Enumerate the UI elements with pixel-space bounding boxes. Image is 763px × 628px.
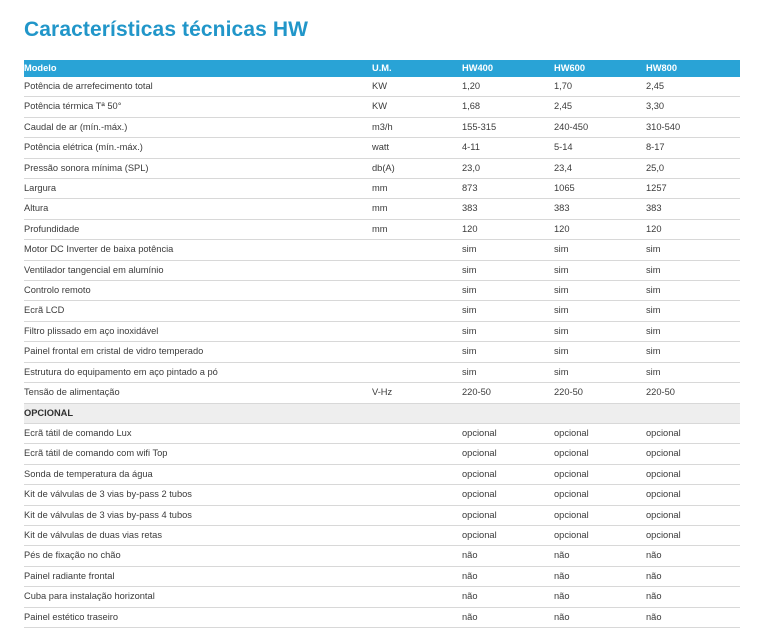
page-title-text: Características técnicas (24, 18, 267, 41)
cell-unit (372, 240, 462, 260)
cell-hw800: não (646, 566, 740, 586)
cell-hw600: opcional (554, 485, 646, 505)
cell-unit (372, 281, 462, 301)
cell-hw600: opcional (554, 464, 646, 484)
cell-hw800: opcional (646, 464, 740, 484)
cell-hw600: sim (554, 281, 646, 301)
cell-label: Sonda de temperatura da água (24, 464, 372, 484)
table-row (24, 219, 740, 239)
cell-hw800: opcional (646, 423, 740, 443)
cell-unit (372, 301, 462, 321)
cell-label: Controlo remoto (24, 281, 372, 301)
table-row (24, 77, 740, 97)
cell-hw400: sim (462, 301, 554, 321)
table-row (24, 138, 740, 158)
cell-hw800: 220-50 (646, 383, 740, 403)
cell-hw400: opcional (462, 505, 554, 525)
cell-hw800: 3,30 (646, 97, 740, 117)
table-row (24, 240, 740, 260)
cell-hw800: sim (646, 342, 740, 362)
cell-hw400: não (462, 546, 554, 566)
cell-hw400: 1,20 (462, 77, 554, 97)
cell-hw400: 220-50 (462, 383, 554, 403)
cell-hw400: opcional (462, 525, 554, 545)
cell-label: Potência elétrica (mín.-máx.) (24, 138, 372, 158)
cell-hw800: 25,0 (646, 158, 740, 178)
cell-hw600: 120 (554, 219, 646, 239)
cell-label: Ecrã tátil de comando Lux (24, 423, 372, 443)
cell-hw800: 2,45 (646, 77, 740, 97)
table-row (24, 281, 740, 301)
cell-unit (372, 566, 462, 586)
cell-hw600: 220-50 (554, 383, 646, 403)
table-row (24, 587, 740, 607)
page-title (24, 18, 308, 42)
cell-label: Painel estético traseiro (24, 607, 372, 627)
cell-hw600: 23,4 (554, 158, 646, 178)
table-row (24, 546, 740, 566)
cell-label: Ecrã tátil de comando com wifi Top (24, 444, 372, 464)
cell-unit: V-Hz (372, 383, 462, 403)
cell-hw800: opcional (646, 485, 740, 505)
column-header-model: Modelo (24, 60, 372, 77)
cell-hw400: sim (462, 240, 554, 260)
cell-unit (372, 505, 462, 525)
cell-hw600: opcional (554, 423, 646, 443)
cell-hw600: 5-14 (554, 138, 646, 158)
table-row (24, 301, 740, 321)
cell-unit (372, 260, 462, 280)
cell-hw800: sim (646, 362, 740, 382)
cell-hw600: 383 (554, 199, 646, 219)
cell-hw400: 873 (462, 179, 554, 199)
cell-label: Kit de válvulas de 3 vias by-pass 4 tubos (24, 505, 372, 525)
cell-hw800: sim (646, 260, 740, 280)
table-body (24, 77, 740, 627)
table-row (24, 321, 740, 341)
cell-hw600: 240-450 (554, 117, 646, 137)
cell-hw600: opcional (554, 444, 646, 464)
cell-label: Pés de fixação no chão (24, 546, 372, 566)
table-section-label: OPCIONAL (24, 403, 740, 423)
cell-label: Pressão sonora mínima (SPL) (24, 158, 372, 178)
cell-hw400: opcional (462, 464, 554, 484)
cell-label: Potência térmica Tª 50° (24, 97, 372, 117)
cell-unit (372, 485, 462, 505)
table-row (24, 342, 740, 362)
cell-label: Ventilador tangencial em alumínio (24, 260, 372, 280)
table-row (24, 179, 740, 199)
column-header-hw400: HW400 (462, 60, 554, 77)
cell-hw800: sim (646, 321, 740, 341)
cell-hw800: sim (646, 281, 740, 301)
table-row (24, 199, 740, 219)
cell-unit: KW (372, 77, 462, 97)
cell-hw400: não (462, 607, 554, 627)
table-row (24, 362, 740, 382)
cell-hw400: sim (462, 342, 554, 362)
cell-hw800: opcional (646, 525, 740, 545)
column-header-hw600: HW600 (554, 60, 646, 77)
left-margin-rule (0, 0, 6, 605)
cell-unit (372, 444, 462, 464)
cell-hw600: 2,45 (554, 97, 646, 117)
cell-hw600: sim (554, 301, 646, 321)
cell-hw600: sim (554, 342, 646, 362)
cell-unit (372, 587, 462, 607)
table-section-row (24, 403, 740, 423)
cell-unit: mm (372, 179, 462, 199)
cell-hw800: 383 (646, 199, 740, 219)
cell-unit: watt (372, 138, 462, 158)
cell-unit: m3/h (372, 117, 462, 137)
cell-label: Ecrã LCD (24, 301, 372, 321)
cell-hw400: sim (462, 260, 554, 280)
cell-hw800: não (646, 607, 740, 627)
cell-unit: db(A) (372, 158, 462, 178)
cell-hw400: 155-315 (462, 117, 554, 137)
cell-hw800: opcional (646, 444, 740, 464)
cell-hw600: sim (554, 260, 646, 280)
cell-label: Caudal de ar (mín.-máx.) (24, 117, 372, 137)
cell-hw600: não (554, 607, 646, 627)
table-row (24, 423, 740, 443)
cell-hw800: 120 (646, 219, 740, 239)
cell-unit: mm (372, 199, 462, 219)
cell-hw800: 1257 (646, 179, 740, 199)
cell-label: Tensão de alimentação (24, 383, 372, 403)
cell-hw400: 383 (462, 199, 554, 219)
cell-label: Motor DC Inverter de baixa potência (24, 240, 372, 260)
cell-hw400: 4-11 (462, 138, 554, 158)
cell-unit (372, 342, 462, 362)
cell-unit (372, 607, 462, 627)
cell-label: Cuba para instalação horizontal (24, 587, 372, 607)
cell-hw600: não (554, 587, 646, 607)
cell-label: Altura (24, 199, 372, 219)
cell-unit: mm (372, 219, 462, 239)
cell-label: Profundidade (24, 219, 372, 239)
cell-unit (372, 362, 462, 382)
table-row (24, 383, 740, 403)
cell-unit (372, 525, 462, 545)
cell-hw400: sim (462, 362, 554, 382)
cell-hw400: opcional (462, 423, 554, 443)
cell-hw400: 120 (462, 219, 554, 239)
cell-unit (372, 546, 462, 566)
table-row (24, 525, 740, 545)
cell-unit (372, 423, 462, 443)
cell-hw600: opcional (554, 525, 646, 545)
cell-hw800: 310-540 (646, 117, 740, 137)
cell-hw400: opcional (462, 444, 554, 464)
cell-hw800: 8-17 (646, 138, 740, 158)
table-row (24, 260, 740, 280)
cell-hw600: 1,70 (554, 77, 646, 97)
cell-hw600: sim (554, 240, 646, 260)
table-row (24, 117, 740, 137)
cell-hw600: não (554, 546, 646, 566)
cell-hw600: opcional (554, 505, 646, 525)
cell-hw800: sim (646, 301, 740, 321)
table-row (24, 97, 740, 117)
cell-hw400: 23,0 (462, 158, 554, 178)
cell-hw800: sim (646, 240, 740, 260)
column-header-hw800: HW800 (646, 60, 740, 77)
column-header-unit: U.M. (372, 60, 462, 77)
cell-hw600: sim (554, 321, 646, 341)
cell-label: Painel radiante frontal (24, 566, 372, 586)
cell-label: Estrutura do equipamento em aço pintado a pó (24, 362, 372, 382)
cell-hw400: sim (462, 281, 554, 301)
cell-label: Largura (24, 179, 372, 199)
specifications-table (24, 60, 740, 628)
cell-hw800: opcional (646, 505, 740, 525)
cell-label: Filtro plissado em aço inoxidável (24, 321, 372, 341)
cell-label: Kit de válvulas de duas vias retas (24, 525, 372, 545)
cell-hw400: opcional (462, 485, 554, 505)
table-row (24, 444, 740, 464)
cell-hw600: sim (554, 362, 646, 382)
cell-unit (372, 321, 462, 341)
page-title-model: HW (272, 18, 309, 41)
table-row (24, 566, 740, 586)
table-header (24, 60, 740, 77)
cell-hw600: 1065 (554, 179, 646, 199)
cell-label: Potência de arrefecimento total (24, 77, 372, 97)
cell-hw400: sim (462, 321, 554, 341)
cell-hw600: não (554, 566, 646, 586)
cell-label: Painel frontal em cristal de vidro temperado (24, 342, 372, 362)
table-row (24, 158, 740, 178)
table-row (24, 505, 740, 525)
table-header-row (24, 60, 740, 77)
cell-hw800: não (646, 587, 740, 607)
cell-hw400: não (462, 587, 554, 607)
cell-unit (372, 464, 462, 484)
cell-unit: KW (372, 97, 462, 117)
cell-hw400: 1,68 (462, 97, 554, 117)
cell-hw800: não (646, 546, 740, 566)
cell-hw400: não (462, 566, 554, 586)
table-row (24, 464, 740, 484)
table-row (24, 607, 740, 627)
cell-label: Kit de válvulas de 3 vias by-pass 2 tubos (24, 485, 372, 505)
table-row (24, 485, 740, 505)
